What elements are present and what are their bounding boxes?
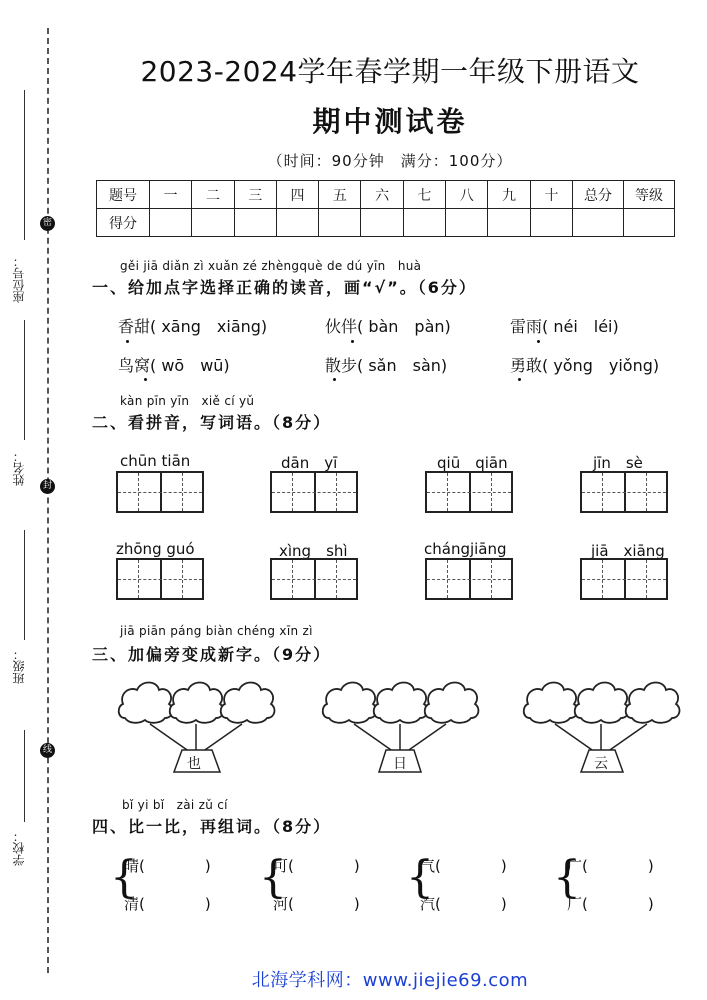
- compare-word[interactable]: 晴( ): [124, 857, 211, 875]
- class-label: 班级：: [12, 648, 26, 684]
- score-cell[interactable]: [319, 209, 361, 237]
- word-pinyin: xìng shì: [279, 542, 348, 560]
- score-table-header-row: [97, 181, 675, 209]
- cloud-blank: [626, 683, 680, 723]
- radical-base-3: 云: [594, 756, 608, 772]
- table-cell: 四: [276, 181, 318, 209]
- cloud-blank: [221, 683, 275, 723]
- section4-pinyin: bǐ yi bǐ zài zǔ cí: [122, 798, 228, 812]
- score-cell[interactable]: [530, 209, 572, 237]
- seal-mi: 密: [40, 216, 55, 231]
- score-table: [96, 180, 675, 237]
- compare-word[interactable]: 可( ): [273, 857, 360, 875]
- word-pinyin: jīn sè: [593, 454, 643, 472]
- score-cell[interactable]: [488, 209, 530, 237]
- table-cell: 一: [150, 181, 192, 209]
- word-pinyin: jiā xiāng: [591, 542, 665, 560]
- score-cell[interactable]: [446, 209, 488, 237]
- word-pinyin: qiū qiān: [437, 454, 508, 472]
- writing-box[interactable]: [270, 558, 358, 600]
- compare-word[interactable]: 汽( ): [420, 895, 507, 913]
- section2-pinyin: kàn pīn yīn xiě cí yǔ: [120, 394, 255, 408]
- score-cell[interactable]: [361, 209, 403, 237]
- writing-box[interactable]: [580, 558, 668, 600]
- table-cell: 二: [192, 181, 234, 209]
- score-cell[interactable]: [150, 209, 192, 237]
- table-cell: 三: [234, 181, 276, 209]
- seat-number-line: [24, 90, 25, 240]
- emphasis-dot: [144, 378, 147, 381]
- emphasis-dot: [333, 378, 336, 381]
- section1-item[interactable]: 伙伴( bàn pàn): [325, 317, 451, 336]
- name-line: [24, 320, 25, 440]
- score-table-score-row: [97, 209, 675, 237]
- cloud-blank: [524, 683, 578, 723]
- school-label: 学校：: [12, 830, 26, 866]
- writing-box[interactable]: [116, 558, 204, 600]
- cloud-blank: [323, 683, 377, 723]
- cloud-blank: [425, 683, 479, 723]
- section1-item[interactable]: 雷雨( néi léi): [510, 317, 619, 336]
- table-cell: 九: [488, 181, 530, 209]
- emphasis-dot: [126, 340, 129, 343]
- section2-title: 二、看拼音，写词语。（8分）: [92, 413, 332, 432]
- writing-box[interactable]: [270, 471, 358, 513]
- table-cell: 十: [530, 181, 572, 209]
- section1-title: 一、给加点字选择正确的读音，画“√”。（6分）: [92, 278, 477, 297]
- word-pinyin: chūn tiān: [120, 452, 191, 470]
- emphasis-dot: [537, 340, 540, 343]
- score-cell[interactable]: [234, 209, 276, 237]
- seal-feng: 封: [40, 479, 55, 494]
- radical-base-1: 也: [187, 756, 201, 772]
- table-cell: 题号: [97, 181, 150, 209]
- table-cell: 八: [446, 181, 488, 209]
- table-cell: 等级: [624, 181, 675, 209]
- compare-word[interactable]: 河( ): [273, 895, 360, 913]
- writing-box[interactable]: [116, 471, 204, 513]
- cloud-blank: [170, 683, 224, 723]
- exam-title-line1: 2023-2024学年春学期一年级下册语文: [140, 55, 640, 88]
- brace-icon: {: [259, 852, 287, 903]
- brace-icon: {: [110, 852, 138, 903]
- word-pinyin: dān yī: [281, 454, 338, 472]
- cloud-blank: [119, 683, 173, 723]
- section4-title: 四、比一比，再组词。（8分）: [92, 817, 332, 836]
- section1-item[interactable]: 鸟窝( wō wū): [118, 356, 230, 375]
- section3-title: 三、加偏旁变成新字。（9分）: [92, 645, 332, 664]
- table-cell: 七: [403, 181, 445, 209]
- seat-number-label: 座位号：: [12, 255, 26, 303]
- table-cell: 六: [361, 181, 403, 209]
- score-cell[interactable]: [403, 209, 445, 237]
- section1-pinyin: gěi jiā diǎn zì xuǎn zé zhèngquè de dú yīn huà: [120, 259, 422, 273]
- section1-item[interactable]: 香甜( xāng xiāng): [118, 317, 268, 336]
- cloud-blank: [575, 683, 629, 723]
- writing-box[interactable]: [425, 471, 513, 513]
- emphasis-dot: [351, 340, 354, 343]
- score-cell[interactable]: [276, 209, 318, 237]
- word-pinyin: zhōng guó: [116, 540, 195, 558]
- writing-box[interactable]: [580, 471, 668, 513]
- table-cell: 得分: [97, 209, 150, 237]
- section1-item[interactable]: 勇敢( yǒng yiǒng): [510, 356, 660, 375]
- exam-time-score: （时间：90分钟 满分：100分）: [267, 152, 513, 170]
- name-label: 姓名：: [12, 450, 26, 486]
- class-line: [24, 530, 25, 640]
- writing-box[interactable]: [425, 558, 513, 600]
- table-cell: 总分: [573, 181, 624, 209]
- word-pinyin: chángjiāng: [424, 540, 507, 558]
- table-cell: 五: [319, 181, 361, 209]
- compare-word[interactable]: 清( ): [124, 895, 211, 913]
- brace-icon: {: [553, 852, 581, 903]
- emphasis-dot: [518, 378, 521, 381]
- cloud-blank: [374, 683, 428, 723]
- brace-icon: {: [406, 852, 434, 903]
- score-cell[interactable]: [624, 209, 675, 237]
- compare-word[interactable]: 广( ): [567, 857, 654, 875]
- exam-title-line2: 期中测试卷: [312, 105, 468, 138]
- section3-pinyin: jiā piān páng biàn chéng xīn zì: [120, 624, 313, 638]
- radical-base-2: 日: [393, 756, 407, 772]
- compare-word[interactable]: 厂( ): [567, 895, 654, 913]
- footer-website[interactable]: 北海学科网：www.jiejie69.com: [251, 970, 529, 991]
- binding-dashed-line: [47, 28, 49, 973]
- score-cell[interactable]: [192, 209, 234, 237]
- score-cell[interactable]: [573, 209, 624, 237]
- seal-xian: 线: [40, 743, 55, 758]
- compare-word[interactable]: 气( ): [420, 857, 507, 875]
- section1-item[interactable]: 散步( sǎn sàn): [325, 356, 448, 375]
